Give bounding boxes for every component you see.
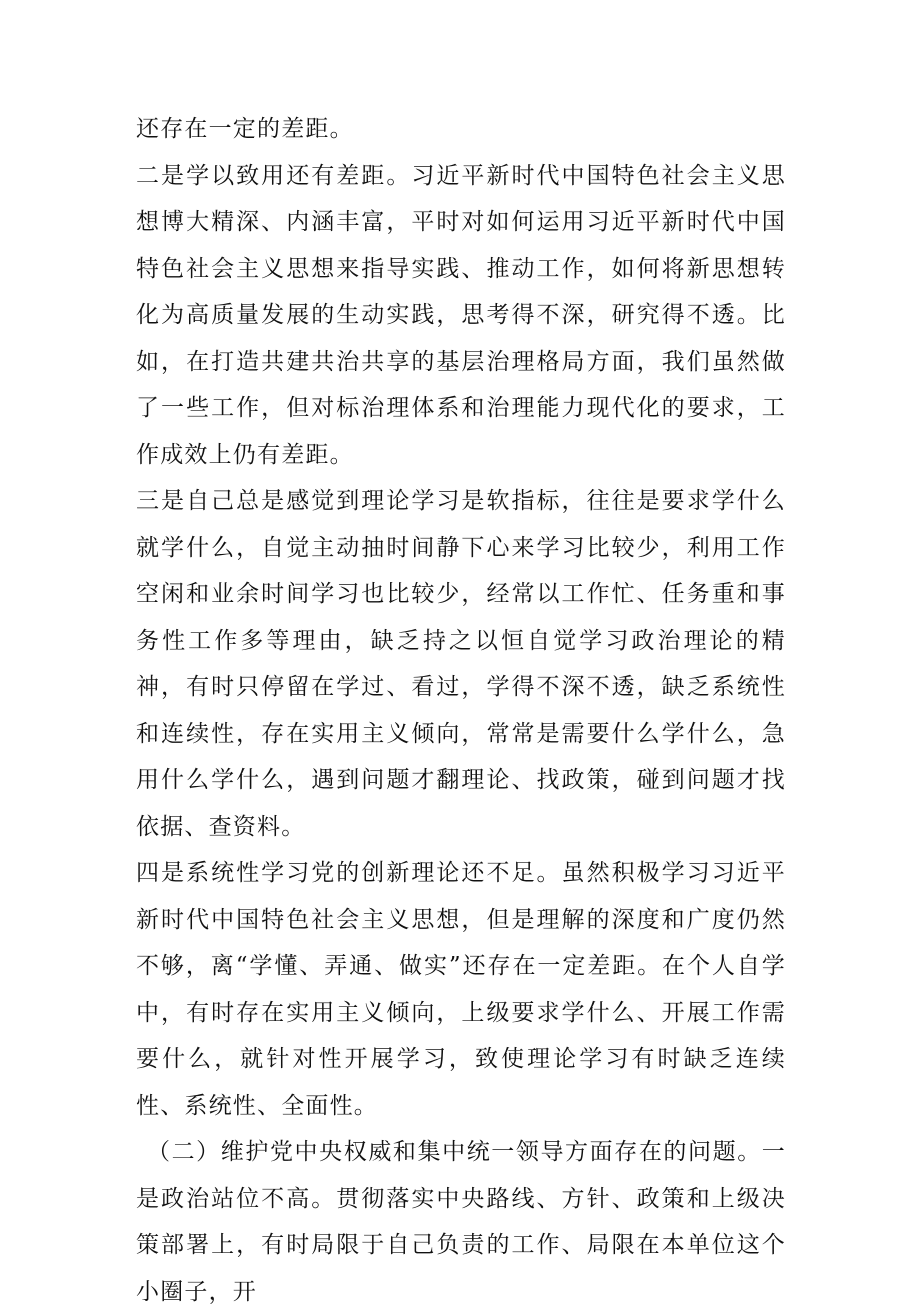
document-body bbox=[136, 106, 786, 1315]
paragraph-point-three: 三是自己总是感觉到理论学习是软指标，往往是要求学什么就学什么，自觉主动抽时间静下心来学习比较少，利用工作空闲和业余时间学习也比较少，经常以工作忙、任务重和事务性工作多等理由，缺乏持之以恒自觉学习政治理论的精神，有时只停留在学过、看过，学得不深不透，缺乏系统性和连续性，存在实用主义倾向，常常是需要什么学什么，急用什么学什么，遇到问题才翻理论、找政策，碰到问题才找依据、查资料。 bbox=[136, 488, 786, 840]
paragraph-continuation: 还存在一定的差距。 bbox=[136, 116, 354, 142]
paragraph-section-two: （二）维护党中央权威和集中统一领导方面存在的问题。一是政治站位不高。贯彻落实中央路线、方针、政策和上级决策部署上，有时局限于自己负责的工作、局限在本单位这个小圈子，开 bbox=[136, 1139, 786, 1305]
paragraph-point-two: 二是学以致用还有差距。习近平新时代中国特色社会主义思想博大精深、内涵丰富，平时对如何运用习近平新时代中国特色社会主义思想来指导实践、推动工作，如何将新思想转化为高质量发展的生动实践，思考得不深，研究得不透。比如，在打造共建共治共享的基层治理格局方面，我们虽然做了一些工作，但对标治理体系和治理能力现代化的要求，工作成效上仍有差距。 bbox=[136, 162, 786, 468]
paragraph-point-four: 四是系统性学习党的创新理论还不足。虽然积极学习习近平新时代中国特色社会主义思想，但是理解的深度和广度仍然不够，离“学懂、弄通、做实”还存在一定差距。在个人自学中，有时存在实用主义倾向，上级要求学什么、开展工作需要什么，就针对性开展学习，致使理论学习有时缺乏连续性、系统性、全面性。 bbox=[136, 860, 786, 1119]
